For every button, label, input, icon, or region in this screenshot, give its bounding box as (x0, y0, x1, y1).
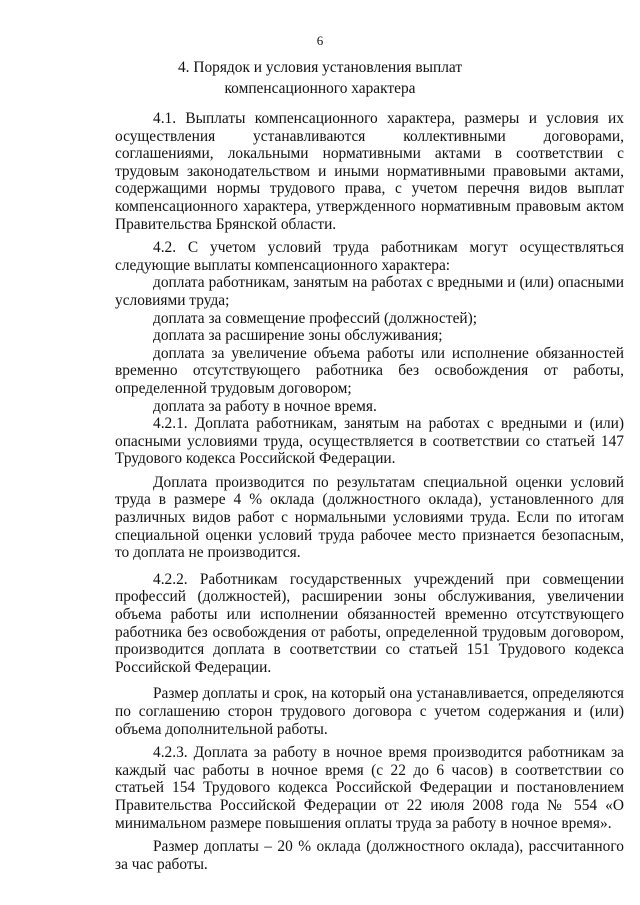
document-body (115, 110, 624, 873)
paragraph-4-2-1: 4.2.1. Доплата работникам, занятым на работах с вредными и (или) опасными условиями труда, осуществляется в соответствии со статьей 147 Трудового кодекса Российской Федерации. (115, 415, 624, 468)
section-title-line-1: 4. Порядок и условия установления выплат (177, 59, 463, 76)
paragraph-4-2-2: 4.2.2. Работникам государственных учреждений при совмещении профессий (должностей), расширении зоны обслуживания, увеличении объема работы или исполнении обязанностей временно отсутствующего работника без освобождения от работы, определенной трудовым договором, производится доплата в соответствии со статьей 151 Трудового кодекса Российской Федерации. (115, 570, 624, 676)
paragraph-4-2-3-rate: Размер доплаты – 20 % оклада (должностного оклада), рассчитанного за час работы. (115, 838, 624, 873)
page-number: 6 (316, 33, 324, 48)
paragraph-4-2: 4.2. С учетом условий труда работникам могут осуществляться следующие выплаты компенсационного характера: (115, 239, 624, 274)
paragraph-4-2-2-terms: Размер доплаты и срок, на который она устанавливается, определяются по соглашению сторон трудового договора с учетом содержания и (или) объема дополнительной работы. (115, 685, 624, 738)
list-item-combined-professions: доплата за совмещение профессий (должностей); (153, 309, 478, 327)
list-item-extra-work: доплата за увеличение объема работы или исполнение обязанностей временно отсутствующего работника без освобождения от работы, определенной трудовым договором; (115, 344, 624, 397)
list-item-service-zone: доплата за расширение зоны обслуживания; (153, 327, 443, 345)
list-item-hazard-pay: доплата работникам, занятым на работах с вредными и (или) опасными условиями труда; (115, 274, 624, 309)
paragraph-4-1: 4.1. Выплаты компенсационного характера, размеры и условия их осуществления устанавливаются коллективными договорами, соглашениями, локальными нормативными актами в соответствии с трудовым законодательством и иными нормативными правовыми актами, содержащими нормы трудового права, с учетом перечня видов выплат компенсационного характера, утвержденного нормативным правовым актом Правительства Брянской области. (115, 110, 624, 233)
paragraph-4-2-1-rate: Доплата производится по результатам специальной оценки условий труда в размере 4 % оклада (должностного оклада), установленного для различных видов работ с нормальными условиями труда. Если по итогам специальной оценки условий труда рабочее место признается безопасным, то доплата не производится. (115, 473, 624, 562)
section-heading (110, 57, 530, 99)
list-item-night-work: доплата за работу в ночное время. (153, 397, 377, 415)
paragraph-4-2-3: 4.2.3. Доплата за работу в ночное время производится работникам за каждый час работы в ночное время (с 22 до 6 часов) в соответствии со статьей 154 Трудового кодекса Российской Федерации и постановлением Правительства Российской Федерации от 22 июля 2008 года № 554 «О минимальном размере повышения оплаты труда за работу в ночное время». (115, 744, 624, 832)
section-title-line-2: компенсационного характера (224, 80, 416, 97)
